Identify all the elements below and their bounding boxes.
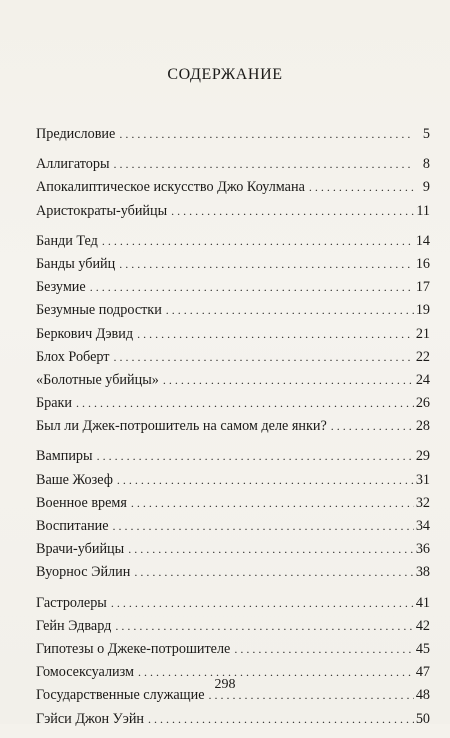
dot-leader — [111, 592, 414, 615]
toc-entry-label: Банды убийц — [36, 255, 116, 272]
toc-entry-label: Вуорнос Эйлин — [36, 564, 131, 581]
toc-entry-page: 45 — [415, 640, 430, 657]
toc-entry-label: Предисловие — [36, 126, 116, 142]
dot-leader — [90, 276, 414, 299]
toc-group — [36, 123, 430, 146]
toc-entry-label: Аллигаторы — [36, 156, 110, 173]
toc-entry-label: Безумие — [36, 279, 86, 296]
toc-entry — [36, 615, 430, 638]
toc-entry — [36, 561, 430, 584]
toc-entry — [36, 123, 430, 146]
toc-entry-page: 22 — [415, 348, 430, 365]
toc-entry-label: Государственные служащие — [36, 687, 205, 704]
toc-entry-label: Гэйси Джон Уэйн — [36, 710, 144, 727]
dot-leader — [128, 538, 414, 561]
toc-entry-page: 38 — [415, 564, 430, 581]
toc-entry — [36, 200, 430, 223]
toc-entry-page: 47 — [415, 664, 430, 681]
dot-leader — [113, 515, 414, 538]
toc-entry-label: Банди Тед — [36, 232, 98, 249]
toc-entry-label: «Болотные убийцы» — [36, 371, 159, 388]
toc-entry-page: 29 — [415, 448, 430, 465]
toc-entry-page: 36 — [415, 541, 430, 558]
toc-entry — [36, 469, 430, 492]
toc-entry-page: 31 — [415, 471, 430, 488]
dot-leader — [115, 615, 413, 638]
toc-entry-label: Гомосексуализм — [36, 664, 135, 681]
toc-entry-label: Браки — [36, 395, 73, 412]
toc-entry-label: Военное время — [36, 494, 127, 511]
toc-entry-label: Воспитание — [36, 518, 109, 534]
toc-entry-page: 5 — [422, 126, 430, 142]
toc-entry-page: 50 — [415, 710, 430, 727]
toc-entry — [36, 346, 430, 369]
toc-entry-label: Беркович Дэвид — [36, 325, 134, 342]
dot-leader — [166, 299, 414, 322]
toc-entry — [36, 538, 430, 561]
dot-leader — [134, 561, 414, 584]
toc-entry-page: 26 — [415, 395, 430, 412]
toc-entry-page: 42 — [415, 617, 430, 634]
toc-entry-page: 24 — [415, 371, 430, 388]
toc-entry — [36, 323, 430, 346]
toc-entry — [36, 415, 430, 438]
toc-group — [36, 230, 430, 439]
toc-entry — [36, 369, 430, 392]
toc-entry-page: 16 — [415, 255, 430, 272]
toc-entry-label: Гипотезы о Джеке-потрошителе — [36, 640, 231, 657]
toc-entry-page: 11 — [416, 202, 430, 219]
toc-entry-label: Безумные подростки — [36, 302, 162, 319]
toc-entry-page: 8 — [422, 156, 430, 173]
dot-leader — [113, 153, 414, 176]
dot-leader — [309, 176, 414, 199]
dot-leader — [117, 469, 414, 492]
toc-entry — [36, 708, 430, 731]
toc-entry-page: 41 — [415, 594, 430, 611]
dot-leader — [137, 323, 414, 346]
toc-entry-page: 32 — [415, 494, 430, 511]
dot-leader — [76, 392, 414, 415]
dot-leader — [119, 253, 414, 276]
toc-entry-page: 9 — [422, 179, 430, 196]
toc-entry — [36, 445, 430, 468]
toc-entry-page: 48 — [415, 687, 430, 704]
dot-leader — [131, 492, 414, 515]
page-number: 298 — [214, 677, 236, 692]
toc-entry-label: Ваше Жозеф — [36, 471, 113, 488]
toc-entry-page: 34 — [415, 518, 430, 534]
toc-entry — [36, 253, 430, 276]
dot-leader — [331, 415, 414, 438]
page-title: СОДЕРЖАНИЕ — [167, 66, 283, 83]
dot-leader — [119, 123, 414, 146]
toc-entry — [36, 392, 430, 415]
toc-entry — [36, 230, 430, 253]
toc-group — [36, 445, 430, 584]
toc-entry-page: 14 — [415, 232, 430, 249]
toc-entry-label: Вампиры — [36, 448, 93, 465]
toc-entry-label: Апокалиптическое искусство Джо Коулмана — [36, 179, 305, 196]
toc-entry — [36, 276, 430, 299]
toc-entry — [36, 492, 430, 515]
toc-group — [36, 153, 430, 223]
toc-entry — [36, 638, 430, 661]
dot-leader — [148, 708, 414, 731]
toc-entry-page: 17 — [415, 279, 430, 296]
toc-entry — [36, 592, 430, 615]
toc-entry-page: 21 — [415, 325, 430, 342]
toc-entry-page: 28 — [415, 418, 430, 435]
dot-leader — [102, 230, 414, 253]
dot-leader — [114, 346, 414, 369]
toc-entry — [36, 176, 430, 199]
toc-entry-label: Был ли Джек-потрошитель на самом деле янки? — [36, 418, 327, 435]
toc-entry-label: Врачи-убийцы — [36, 541, 125, 558]
dot-leader — [163, 369, 414, 392]
dot-leader — [171, 200, 414, 223]
toc-entry-label: Блох Роберт — [36, 348, 110, 365]
toc-entry-label: Гейн Эдвард — [36, 617, 112, 634]
toc-entry — [36, 299, 430, 322]
toc-entry-page: 19 — [415, 302, 430, 319]
table-of-contents — [36, 123, 430, 738]
dot-leader — [234, 638, 413, 661]
toc-entry — [36, 515, 430, 538]
toc-entry-label: Аристократы-убийцы — [36, 202, 168, 219]
toc-entry-label: Гастролеры — [36, 594, 107, 611]
dot-leader — [97, 445, 414, 468]
toc-entry — [36, 153, 430, 176]
toc-group — [36, 592, 430, 731]
